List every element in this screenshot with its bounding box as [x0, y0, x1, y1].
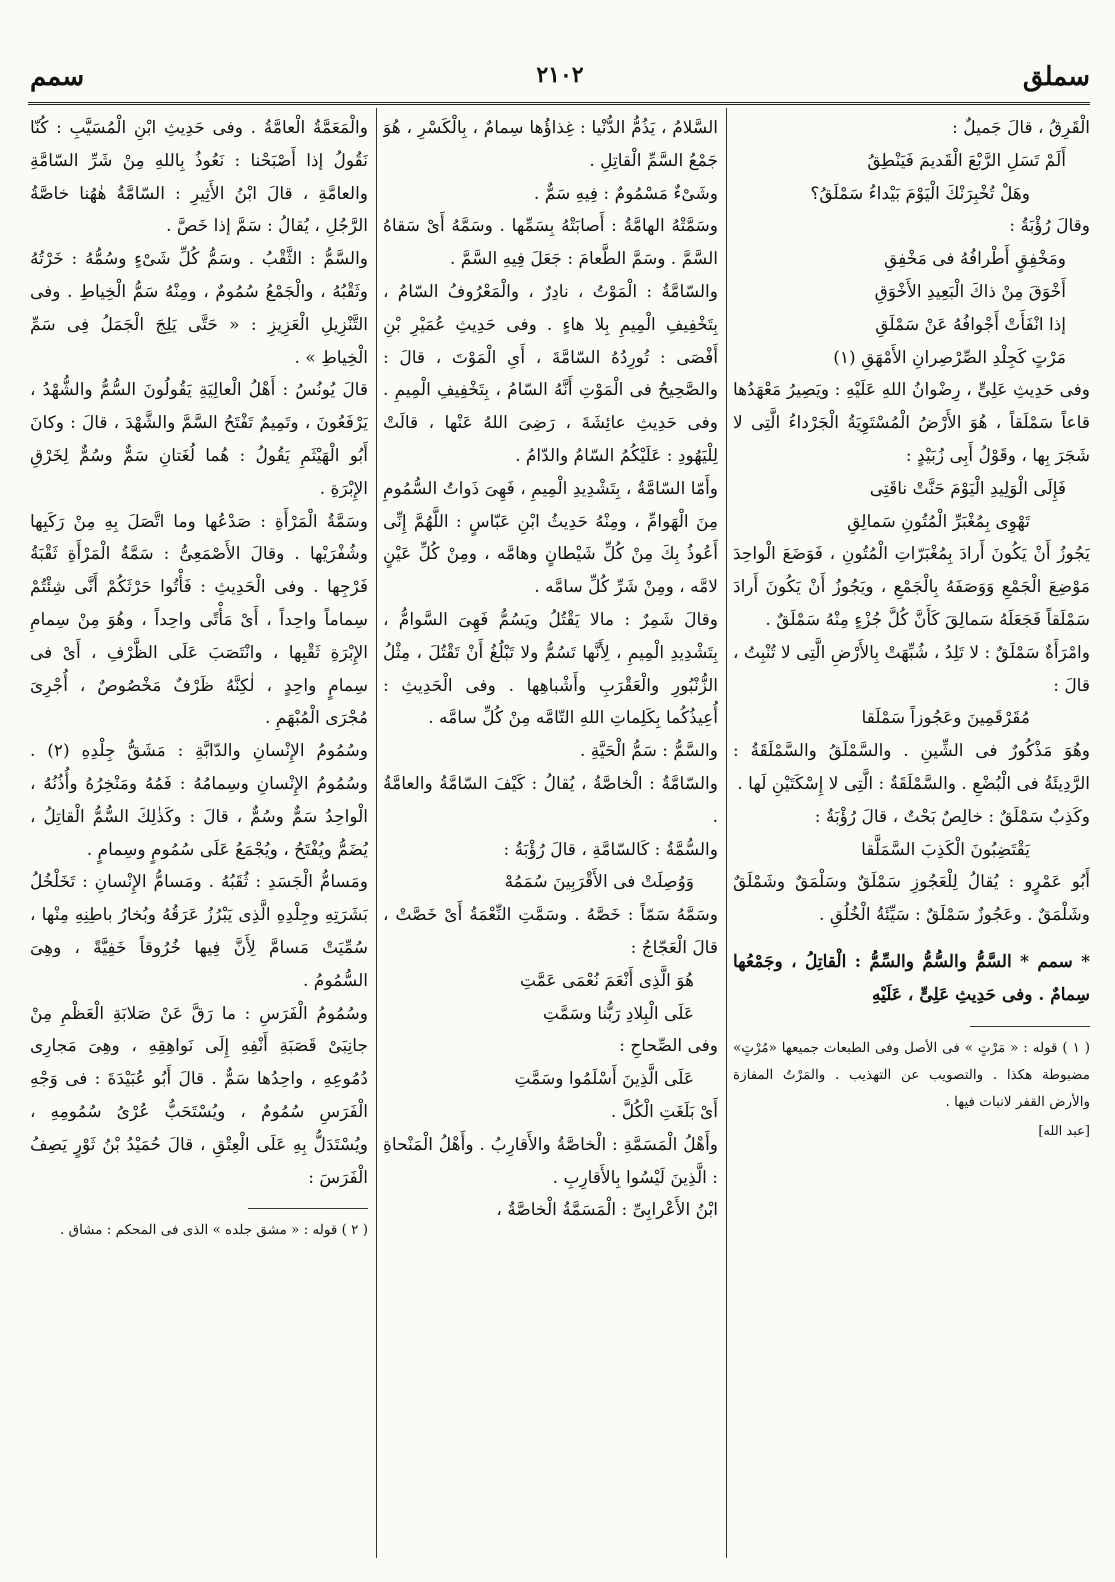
- column-divider: [726, 108, 727, 1558]
- paragraph: وسُمُومُ الإِنْسانِ والدّابَّةِ : مَشَقُّ جِلْدِهِ (٢) . وسُمُومُ الإِنْسانِ وسِمامُهُ : فَمُهُ ومَنْخِرُهُ وأُذُنُهُ ، الْواحِدُ سَمٌّ وسُمٌّ ، قالَ : وكَذٰلِكَ السُّمُّ الْقاتِلُ ، يُضَمُّ ويُفْتَحُ ، ويُجْمَعُ عَلَى سُمُومٍ وسِمامٍ .: [30, 741, 368, 860]
- paragraph: وسَمَّهُ سَمّاً : خَصَّهُ . وسَمَّتِ النِّعْمَةُ أَىْ خَصَّتْ ، قالَ الْعَجّاجُ :: [383, 905, 718, 958]
- paragraph: وهُوَ مَذْكُورٌ فى الشِّينِ . والسَّمْلَقُ والسَّمْلَقَةُ : الرَّدِيئَةُ فى الْبُضْعِ . والسَّمْلَقَةُ : الَّتِى لا إِسْكَتَيْنِ لَها .: [733, 741, 1090, 794]
- text-line: أَىْ بَلَغَتِ الْكُلَّ .: [610, 1101, 718, 1122]
- paragraph: ابْنُ الأَعْرابِىِّ : الْمَسَمَّةُ الْخاصَّةُ ،: [496, 1200, 718, 1221]
- paragraph: والسَّمُّ : سَمُّ الْحَيَّةِ .: [579, 741, 718, 762]
- paragraph: والسّامَّةُ : الْخاصَّةُ ، يُقالُ : كَيْفَ السّامَّةُ والعامَّةُ .: [383, 773, 718, 827]
- text-line: الْقَرِقُ ، قالَ جَميلٌ :: [952, 118, 1090, 138]
- verse-line: يَقْتَضِبُونَ الْكَذِبَ السَّمَلَّقا: [861, 839, 1030, 860]
- paragraph: وسُمُومُ الْفَرَسِ : ما رَقَّ عَنْ صَلابَةِ الْعَظْمِ مِنْ جانِبَىْ قَصَبَةِ أَنْفِهِ إِلَى نَواهِقِهِ ، وهِىَ مَجارِى دُمُوعِهِ ، واحِدُها سَمٌّ . قالَ أَبُو عُبَيْدَةَ : فى وَجْهِ الْفَرَسِ سُمُومٌ ، ويُسْتَحَبُّ عُرْىُ سُمُومِهِ ، ويُسْتَدَلُّ بِهِ عَلَى الْعِتْقِ ، قالَ حُمَيْدُ بْنُ ثَوْرٍ يَصِفُ الْفَرَسَ :: [30, 1003, 368, 1188]
- right-column: [733, 112, 1090, 1552]
- paragraph: وسَمَّةُ الْمَرْأَةِ : صَدْعُها وما اتَّصَلَ بِهِ مِنْ رَكَبِها وشُفْرَيْها . وقالَ الأَصْمَعِىُّ : سَمَّةُ الْمَرْأَةِ ثَقْبَةُ فَرْجِها . وفى الْحَدِيثِ : فَأْتُوا حَرْثَكُمْ أَنَّى شِئْتُمْ سِماماً واحِداً ، أَىْ مَأْتًى واحِداً ، وهُوَ مِنْ سِمامِ الإِبْرَةِ ثَقْبِها ، وانْتَصَبَ عَلَى الظَّرْفِ ، أَىْ فى سِمامٍ واحِدٍ ، لٰكِنَّهُ ظَرْفٌ مَخْصُوصٌ ، أُجْرِىَ مُجْرَى الْمُبْهَمِ .: [30, 511, 368, 729]
- verse-line: وهَلْ تُخْبِرَنْكَ الْيَوْمَ بَيْداءُ سَمْلَقُ؟: [810, 183, 1030, 204]
- verse-line: عَلَى الْبِلادِ رَبُّنا وسَمَّتِ: [542, 1003, 694, 1024]
- paragraph: أَبُو عَمْرٍو : يُقالُ لِلْعَجُوزِ سَمْلَقٌ وسَلْمَقٌ وشَمْلَقٌ وشَلْمَقٌ . وعَجُوزٌ سَمْلَقٌ : سَيِّئَةُ الْخُلُقِ .: [733, 872, 1090, 926]
- verse-line: وَوُصِلَتْ فى الأَقْرَبِينَ سُمَمُهْ: [504, 872, 694, 893]
- paragraph: وأَمّا السّامَّةُ ، بِتَشْدِيدِ الْمِيمِ ، فَهِىَ ذَواتُ السُّمُومِ مِنَ الْهَوامِّ ، ومِنْهُ حَدِيثُ ابْنِ عَبّاسٍ : اللَّهُمَّ إِنِّى أَعُوذُ بِكَ مِنْ كُلِّ شَيْطانٍ وهامَّه ، ومِنْ كُلِّ عَيْنٍ لامَّه ، ومِنْ شَرِّ كُلِّ سامَّه .: [383, 478, 718, 598]
- column-divider: [376, 108, 377, 1558]
- footnote: ( ١ ) قوله : « مَرْتٍ » فى الأصل وفى الطبعات جميعها «مُرْتٍ» مضبوطة هكذا . والتصويب عن التهذيب . والمَرْتُ المفازة والأرض القفر لانبات فيها .: [733, 1039, 1090, 1110]
- footnote-rule: [248, 1208, 368, 1209]
- paragraph: والسُّمَّةُ : كَالسّامَّةِ ، قالَ رُؤْبَةُ :: [503, 839, 718, 860]
- paragraph: وامْرَأَةٌ سَمْلَقٌ : لا تَلِدُ ، شُبِّهَتْ بِالأَرْضِ الَّتِى لا تُنْبِتُ ، قالَ :: [733, 642, 1090, 696]
- entry-sumam: * سمم * السَّمُّ والسُّمُّ والسِّمُّ : الْقاتِلُ ، وجَمْعُها سِمامٌ . وفى حَدِيثِ عَلِىٍّ ، عَلَيْهِ: [733, 951, 1090, 1005]
- editor-signature: [عبد الله]: [1038, 1123, 1090, 1139]
- left-column: [30, 112, 368, 1552]
- verse-line: عَلَى الَّذِينَ أَسْلَمُوا وسَمَّتِ: [514, 1069, 694, 1090]
- paragraph: والسّامَّةُ : الْمَوْتُ ، نادِرٌ ، والْمَعْرُوفُ السّامُ ، بِتَخْفِيفِ الْمِيمِ بِلا هاءٍ . وفى حَدِيثِ عُمَيْرِ بْنِ أَفْصَى : تُورِدُهُ السّامَّةَ ، أَىِ الْمَوْتَ ، قالَ : والصَّحِيحُ فى الْمَوْتِ أَنَّهُ السّامُ ، بِتَخْفِيفِ الْمِيمِ . وفى حَدِيثِ عائِشَةَ ، رَضِىَ اللهُ عَنْها ، قالَتْ لِلْيَهُودِ : عَلَيْكُمُ السّامُ والدّامُ .: [383, 281, 718, 466]
- paragraph: وأَهْلُ الْمَسَمَّةِ : الْخاصَّةُ والأَقارِبُ . وأَهْلُ الْمَنْحاةِ : الَّذِينَ لَيْسُوا بِالأَقارِبِ .: [383, 1134, 718, 1188]
- paragraph: وسَمَّتْهُ الهامَّةُ : أَصابَتْهُ بِسَمِّها . وسَمَّهُ أَىْ سَقاهُ السَّمَّ . وسَمَّ الطَّعامَ : جَعَلَ فِيهِ السَّمَّ .: [383, 216, 718, 270]
- paragraph: ومَسامُّ الْجَسَدِ : ثُقَبُهُ . ومَسامُّ الإِنْسانِ : تَخَلْخُلُ بَشَرَتِهِ وجِلْدِهِ الَّذِى يَبْرُزُ عَرَقُهُ وبُخارُ باطِنِهِ مِنْها ، سُمِّيَتْ مَسامَّ لِأَنَّ فِيها خُرُوقاً خَفِيَّةً ، وهِىَ السُّمُومُ .: [30, 872, 368, 991]
- middle-column: [383, 112, 718, 1552]
- header-right-word: سملق: [1022, 62, 1090, 92]
- footnote-rule: [970, 1026, 1090, 1027]
- verse-line: مُقَرْقَمِينَ وعَجُوزاً سَمْلَقا: [861, 708, 1030, 729]
- paragraph: يَجُوزُ أَنْ يَكُونَ أَرادَ بِمُغْبَرّاتِ الْمُتُونِ ، فَوَضَعَ الْواحِدَ مَوْضِعَ الْجَمْعِ وَوَصَفَهُ بِالْجَمْعِ ، ويَجُوزُ أَنْ يَكُونَ أَرادَ سَمْلَقاً فَجَعَلَهُ سَمالِقَ كَأَنَّ كُلَّ جُزْءٍ مِنْهُ سَمْلَقٌ .: [733, 544, 1090, 630]
- footnote: ( ٢ ) قوله : « مشق جلده » الذى فى المحكم : مشاق .: [60, 1222, 368, 1239]
- paragraph: وقالَ شَمِرٌ : مالا يَقْتُلُ ويَسُمُّ فَهِىَ السَّوامُّ ، بِتَشْدِيدِ الْمِيمِ ، لِأَنَّها تَسُمُّ ولا تَبْلُغُ أَنْ تَقْتُلَ ، مِثْلُ الزُّنْبُورِ والْعَقْرَبِ وأَشْباهِها . وفى الْحَدِيثِ : أُعِيذُكُما بِكَلِماتِ اللهِ التّامَّه مِنْ كُلِّ سامَّه .: [383, 609, 718, 729]
- text-line: وقالَ رُؤْبَةُ :: [1009, 216, 1090, 237]
- verse-line: هُوَ الَّذِى أَنْعَمَ نُعْمَى عَمَّتِ: [519, 970, 694, 991]
- verse-line: مَرْتٍ كَجِلْدِ الصِّرْصِرانِ الأَمْهَقِ (١): [833, 347, 1066, 368]
- header-rule: [28, 102, 1090, 105]
- page-header: [30, 62, 1090, 102]
- paragraph: والْمَعَمَّةُ الْعامَّةُ . وفى حَدِيثِ ابْنِ الْمُسَيَّبِ : كُنّا نَقُولُ إذا أَصْبَحْنا : نَعُوذُ بِاللهِ مِنْ شَرِّ السّامَّةِ والعامَّةِ ، قالَ ابْنُ الأَثِيرِ : السّامَّةُ هٰهُنا خاصَّةُ الرَّجُلِ ، يُقالُ : سَمَّ إذا خَصَّ .: [30, 118, 368, 237]
- paragraph: قالَ يُونُسُ : أَهْلُ الْعالِيَةِ يَقُولُونَ السُّمُّ والشُّهْدُ ، يَرْفَعُونَ ، وتَمِيمٌ تَفْتَحُ السَّمَّ والشَّهْدَ ، قالَ : وكانَ أَبُو الْهَيْثَمِ يَقُولُ : هُما لُغَتانِ سَمٌّ وسُمٌّ لِخَرْقِ الإِبْرَةِ .: [30, 380, 368, 499]
- paragraph: والسَّمُّ : الثَّقْبُ . وسَمُّ كُلِّ شَىْءٍ وسُمُّهُ : خَرْتُهُ وثَقْبُهُ ، والْجَمْعُ سُمُومٌ ، ومِنْهُ سَمُّ الْخِياطِ . وفى التَّنْزِيلِ الْعَزِيزِ : « حَتَّى يَلِجَ الْجَمَلُ فِى سَمِّ الْخِياطِ » .: [30, 249, 368, 368]
- paragraph: وفى حَدِيثِ عَلِىٍّ ، رِضْوانُ اللهِ عَلَيْهِ : ويَصِيرُ مَعْهَدُها قاعاً سَمْلَقاً ، هُوَ الأَرْضُ الْمُسْتَوِيَةُ الْجَرْداءُ الَّتِى لا شَجَرَ بِها ، وقَوْلُ أَبِى زُبَيْدٍ :: [733, 380, 1090, 466]
- paragraph: وكَذِبٌ سَمْلَقٌ : خالِصٌ بَحْتٌ ، قالَ رُؤْبَةُ :: [814, 806, 1090, 827]
- paragraph: وشَىْءٌ مَسْمُومٌ : فِيهِ سَمٌّ .: [533, 183, 718, 204]
- verse-line: إذا انْفَأَتْ أَجْوافُهُ عَنْ سَمْلَقِ: [875, 314, 1066, 335]
- page-number: ٢١٠٢: [536, 62, 584, 88]
- paragraph: السَّلامُ ، يَذُمُّ الدُّنْيا : غِذاؤُها سِمامٌ ، بِالْكَسْرِ ، هُوَ جَمْعُ السَّمِّ الْقاتِلِ .: [383, 118, 718, 171]
- verse-line: ومَخْفِقٍ أَطْرافُهُ فى مَخْفِقِ: [883, 249, 1066, 270]
- verse-line: فَإِلَى الْوَلِيدِ الْيَوْمَ حَنَّتْ ناقَتِى: [869, 478, 1066, 499]
- verse-line: أَلَمْ تَسَلِ الرَّبْعَ الْقَديمَ فَيَنْطِقُ: [867, 150, 1066, 171]
- text-line: وفى الصِّحاحِ :: [619, 1036, 718, 1057]
- header-left-word: سمم: [30, 62, 85, 92]
- verse-line: تَهْوِى بِمُغْبَرِّ الْمُتُونِ سَمالِقِ: [847, 511, 1030, 532]
- verse-line: أَخْوَقَ مِنْ ذاكَ الْبَعِيدِ الأَخْوَقِ: [874, 281, 1066, 302]
